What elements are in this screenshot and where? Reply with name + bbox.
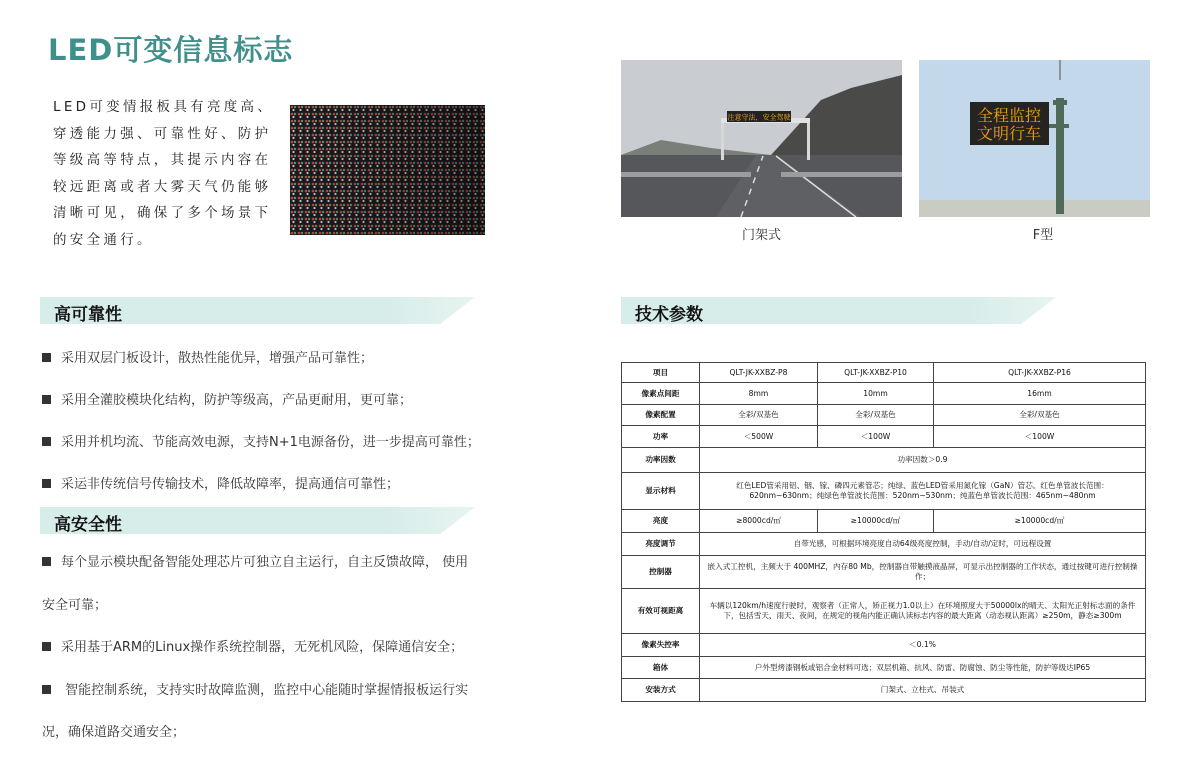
reliability-item: 采运非传统信号传输技术，降低故障率，提高通信可靠性； [42,473,399,492]
tech-heading-bar [621,297,1056,324]
square-bullet-icon [42,353,51,362]
gantry-sign-text: 注意守法，安全驾驶 [727,113,791,122]
table-row: 亮度调节 自带光感，可根据环境亮度自动64级亮度控制，手动/自动/定时，可远程设置 [622,532,1146,555]
reliability-heading: 高可靠性 [54,305,122,325]
table-row: 像素失控率 ＜0.1% [622,634,1146,657]
f-type-sign-photo [919,60,1150,217]
table-row: 安装方式 门架式、立柱式、吊装式 [622,679,1146,702]
table-row: 像素配置 全彩/双基色 全彩/双基色 全彩/双基色 [622,404,1146,426]
reliability-item: 采用全灌胶模块化结构，防护等级高，产品更耐用，更可靠； [42,389,412,408]
square-bullet-icon [42,557,51,566]
tech-heading: 技术参数 [635,305,703,325]
table-row: 像素点间距 8mm 10mm 16mm [622,383,1146,405]
safety-heading-bar [40,507,475,534]
table-row: 功率因数 功率因数＞0.9 [622,447,1146,472]
square-bullet-icon [42,479,51,488]
page-title: LED可变信息标志 [48,33,294,67]
intro-paragraph: LED可变情报板具有亮度高、穿透能力强、可靠性好、防护等级高等特点，其提示内容在较远距离或者大雾天气仍能够清晰可见，确保了多个场景下的安全通行。 [53,99,275,248]
table-row: 箱体 户外型烤漆钢板或铝合金材料可选；双层机箱、抗风、防雷、防腐蚀、防尘等性能，防护等级达IP65 [622,656,1146,679]
table-row: 控制器 嵌入式工控机，主频大于 400MHZ，内存80 Mb，控制器自带触摸液晶屏，可显示出控制器的工作状态，通过按键可进行控制操作； [622,555,1146,589]
safety-item: 智能控制系统，支持实时故障监测，监控中心能随时掌握情报板运行实 [42,679,468,698]
safety-heading: 高安全性 [54,515,122,535]
reliability-item: 采用并机均流、节能高效电源，支持N+1电源备份，进一步提高可靠性； [42,431,480,450]
safety-item-continued: 安全可靠； [42,598,108,613]
f-sign-line1: 全程监控 [976,106,1042,125]
table-row: 功率 ＜500W ＜100W ＜100W [622,426,1146,448]
gantry-caption: 门架式 [741,228,781,243]
safety-item-continued: 况，确保道路交通安全； [42,725,186,740]
spec-table [621,362,1146,702]
gantry-sign-photo [621,60,902,217]
table-row: 显示材料 红色LED管采用铝、铟、镓、磷四元素管芯；纯绿、蓝色LED管采用氮化镓（GaN）管芯。红色单管波长范围：620nm~630nm；纯绿色单管波长范围：520nm~530nm；纯蓝色单管波长范围：465nm~480nm [622,472,1146,510]
f-type-caption: F型 [1032,228,1054,243]
f-sign-line2: 文明行车 [976,124,1042,143]
safety-item: 每个显示模块配备智能处理芯片可独立自主运行，自主反馈故障， 使用 [42,551,468,570]
square-bullet-icon [42,437,51,446]
square-bullet-icon [42,395,51,404]
table-row: 有效可视距离 车辆以120km/h速度行驶时，观察者（正常人，矫正视力1.0以上）在环境照度大于50000lx的晴天、太阳光正射标志面的条件下，包括雪天、雨天、夜间，在规定的视角内能正确认读标志内容的最大距离（动态视认距离）≥250m，静态≥300m [622,589,1146,634]
table-row: 亮度 ≥8000cd/㎡ ≥10000cd/㎡ ≥10000cd/㎡ [622,510,1146,533]
table-row: 项目 QLT-JK-XXBZ-P8 QLT-JK-XXBZ-P10 QLT-JK-XXBZ-P16 [622,363,1146,383]
reliability-item: 采用双层门板设计，散热性能优异，增强产品可靠性； [42,347,373,366]
square-bullet-icon [42,685,51,694]
reliability-heading-bar [40,297,475,324]
led-module-photo [290,105,485,235]
led-grid-image [290,105,485,235]
safety-item: 采用基于ARM的Linux操作系统控制器，无死机风险，保障通信安全； [42,636,463,655]
square-bullet-icon [42,642,51,651]
